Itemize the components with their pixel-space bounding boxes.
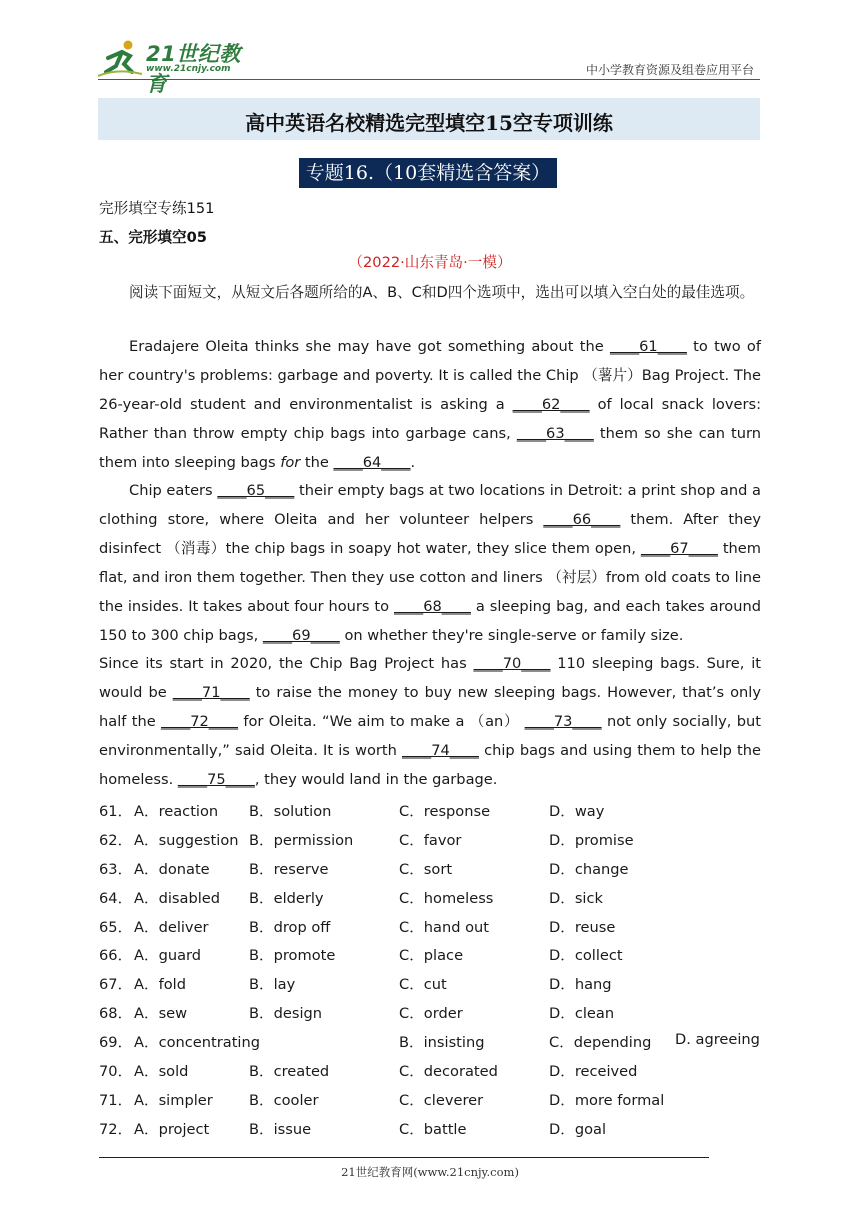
- passage-text: , they would land in the garbage.: [254, 770, 498, 788]
- question-number: 69．: [99, 1034, 133, 1051]
- option-a[interactable]: A．project: [134, 1121, 210, 1138]
- question-row: [99, 1118, 761, 1144]
- option-c[interactable]: C．battle: [399, 1121, 467, 1138]
- header-tagline: 中小学教育资源及组卷应用平台: [585, 63, 754, 77]
- option-b[interactable]: B．lay: [249, 976, 296, 993]
- source-note: （2022·山东青岛·一模）: [348, 254, 512, 271]
- option-b[interactable]: B．issue: [249, 1121, 312, 1138]
- passage-text: chip bags and using them to help the homeless.: [99, 741, 761, 788]
- question-row: [99, 973, 761, 999]
- option-b[interactable]: B．drop off: [249, 919, 331, 936]
- option-d[interactable]: D．sick: [549, 890, 603, 907]
- option-a[interactable]: A．deliver: [134, 919, 209, 936]
- blank-65: ____65____: [217, 482, 295, 499]
- question-number: 67．: [99, 976, 133, 993]
- passage-text: the: [300, 453, 334, 471]
- question-row: [99, 829, 761, 855]
- passage-text: to raise the money to buy new sleeping bags. However, that’s only half the: [99, 683, 761, 730]
- passage-text: a sleeping bag, and each takes around 150 to 300 chip bags,: [99, 597, 761, 644]
- question-number: 65．: [99, 919, 133, 936]
- logo-url: www.21cnjy.com: [146, 64, 231, 74]
- question-number: 68．: [99, 1005, 133, 1022]
- option-b[interactable]: B．promote: [249, 947, 336, 964]
- passage-text: on whether they're single-serve or family size.: [339, 626, 684, 644]
- passage-text: their empty bags at two locations in Detroit: a print shop and a clothing store, where Oleita and her volunteer helpers: [99, 482, 761, 528]
- option-c[interactable]: C．order: [399, 1005, 463, 1022]
- topic-subtitle: 专题16.（10套精选含答案）: [299, 158, 557, 188]
- blank-70: ____70____: [473, 655, 551, 672]
- instructions: 阅读下面短文，从短文后各题所给的A、B、C和D四个选项中，选出可以填入空白处的最佳选项。: [129, 284, 755, 301]
- option-b[interactable]: B．permission: [249, 832, 354, 849]
- question-row: [99, 1002, 761, 1028]
- question-row: [99, 944, 761, 970]
- option-a[interactable]: A．sew: [134, 1005, 188, 1022]
- passage-text: Chip eaters: [129, 482, 218, 499]
- option-a[interactable]: A．sold: [134, 1063, 189, 1080]
- blank-62: ____62____: [512, 395, 590, 413]
- option-d[interactable]: D. agreeing: [675, 1031, 760, 1048]
- blank-74: ____74____: [402, 741, 479, 759]
- question-number: 71．: [99, 1092, 133, 1109]
- blank-68: ____68____: [394, 597, 471, 615]
- page-header: [98, 36, 760, 96]
- practice-label: 完形填空专练151: [99, 200, 215, 217]
- site-logo[interactable]: [98, 38, 258, 96]
- title-band: [98, 98, 760, 140]
- option-b[interactable]: B．design: [249, 1005, 323, 1022]
- logo-text: 21世纪教育: [146, 42, 241, 96]
- option-c[interactable]: C．cut: [399, 976, 447, 993]
- question-row: [99, 858, 761, 884]
- option-d[interactable]: D．reuse: [549, 919, 616, 936]
- option-d[interactable]: D．clean: [549, 1005, 615, 1022]
- option-a[interactable]: A．concentrating: [134, 1034, 260, 1051]
- option-b[interactable]: B．reserve: [249, 861, 329, 878]
- option-a[interactable]: A．guard: [134, 947, 202, 964]
- header-divider: [98, 79, 760, 80]
- option-d[interactable]: D．received: [549, 1063, 638, 1080]
- passage-text: for Oleita. “We aim to make a （an）: [238, 712, 525, 730]
- option-b[interactable]: B．created: [249, 1063, 330, 1080]
- question-number: 62．: [99, 832, 133, 849]
- option-c[interactable]: C．cleverer: [399, 1092, 484, 1109]
- blank-72: ____72____: [161, 712, 238, 730]
- option-d[interactable]: D．more formal: [549, 1092, 665, 1109]
- passage-paragraph-1: [99, 333, 761, 478]
- option-c[interactable]: C．depending: [549, 1034, 652, 1051]
- question-row: [99, 1060, 761, 1086]
- blank-73: ____73____: [524, 712, 602, 730]
- section-heading: 五、完形填空05: [99, 229, 207, 246]
- option-d[interactable]: D．way: [549, 803, 605, 820]
- option-c[interactable]: C．decorated: [399, 1063, 498, 1080]
- page-footer[interactable]: 21世纪教育网(www.21cnjy.com): [341, 1165, 519, 1179]
- blank-67: ____67____: [640, 539, 718, 557]
- question-row: [99, 916, 761, 942]
- question-number: 66．: [99, 947, 133, 964]
- italic-word: for: [280, 453, 301, 471]
- option-d[interactable]: D．change: [549, 861, 629, 878]
- question-number: 70．: [99, 1063, 133, 1080]
- passage-text: .: [410, 453, 416, 471]
- option-b[interactable]: B．solution: [249, 803, 332, 820]
- option-a[interactable]: A．reaction: [134, 803, 219, 820]
- question-number: 63．: [99, 861, 133, 878]
- passage-text: Eradajere Oleita thinks she may have got something about the: [129, 338, 610, 355]
- passage-text: 110 sleeping bags. Sure, it would be: [99, 655, 761, 701]
- footer-divider: [99, 1157, 709, 1158]
- option-b[interactable]: B．elderly: [249, 890, 324, 907]
- blank-61: ____61____: [609, 338, 687, 355]
- option-b[interactable]: B．insisting: [399, 1034, 485, 1051]
- option-a[interactable]: A．donate: [134, 861, 210, 878]
- blank-69: ____69____: [262, 626, 340, 644]
- question-row: [99, 800, 761, 826]
- option-d[interactable]: D．promise: [549, 832, 634, 849]
- option-c[interactable]: C．response: [399, 803, 491, 820]
- option-c[interactable]: C．homeless: [399, 890, 494, 907]
- blank-66: ____66____: [543, 510, 621, 528]
- option-b[interactable]: B．cooler: [249, 1092, 319, 1109]
- question-number: 61．: [99, 803, 133, 820]
- option-a[interactable]: A．simpler: [134, 1092, 213, 1109]
- passage-text: them. After they disinfect （消毒）the chip bags in soapy hot water, they slice them open,: [99, 510, 761, 557]
- blank-71: ____71____: [172, 683, 250, 701]
- question-number: 64．: [99, 890, 133, 907]
- passage-paragraph-2: [99, 477, 761, 650]
- passage-text: Since its start in 2020, the Chip Bag Project has: [99, 655, 474, 672]
- runner-logo-icon: [98, 38, 144, 78]
- blank-63: ____63____: [516, 424, 594, 442]
- option-c[interactable]: C．favor: [399, 832, 462, 849]
- page-title: 高中英语名校精选完型填空15空专项训练: [245, 111, 613, 135]
- option-d[interactable]: D．goal: [549, 1121, 607, 1138]
- question-row: [99, 1031, 761, 1057]
- passage-text: not only socially, but environmentally,” said Oleita. It is worth: [99, 712, 761, 759]
- question-number: 72．: [99, 1121, 133, 1138]
- option-d[interactable]: D．collect: [549, 947, 623, 964]
- option-a[interactable]: A．suggestion: [134, 832, 239, 849]
- passage-text: of local snack lovers: Rather than throw empty chip bags into garbage cans,: [99, 395, 761, 442]
- passage-text: to two of her country's problems: garbage and poverty. It is called the Chip （薯片）Bag Project. The 26-year-old student and environmentalist is asking a: [99, 338, 761, 413]
- passage-text: them flat, and iron them together. Then they use cotton and liners （衬层）from old coats to line the insides. It takes about four hours to: [99, 539, 761, 615]
- blank-64: ____64____: [333, 453, 411, 471]
- option-c[interactable]: C．hand out: [399, 919, 490, 936]
- question-row: [99, 1089, 761, 1115]
- question-row: [99, 887, 761, 913]
- option-a[interactable]: A．fold: [134, 976, 186, 993]
- blank-75: ____75____: [177, 770, 255, 788]
- passage-paragraph-3: [99, 650, 761, 795]
- option-a[interactable]: A．disabled: [134, 890, 221, 907]
- option-c[interactable]: C．place: [399, 947, 464, 964]
- passage-text: them so she can turn them into sleeping bags: [99, 424, 762, 471]
- option-d[interactable]: D．hang: [549, 976, 612, 993]
- option-c[interactable]: C．sort: [399, 861, 453, 878]
